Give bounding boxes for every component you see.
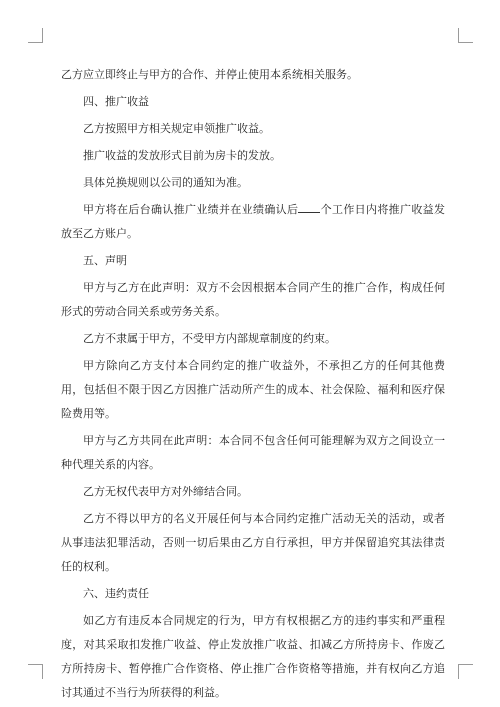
section-heading-promotion-income: 四、推广收益 — [83, 95, 149, 108]
paragraph: 甲方与乙方在此声明：双方不会因根据本合同产生的推广合作，构成任何形式的劳动合同关系或劳务关系。 — [61, 281, 445, 318]
paragraph: 推广收益的发放形式目前为房卡的发放。 — [83, 149, 281, 162]
paragraph: 甲方与乙方共同在此声明：本合同不包含任何可能理解为双方之间设立一种代理关系的内容。 — [61, 434, 445, 471]
section-heading-liability: 六、违约责任 — [83, 587, 149, 600]
crop-mark-bottom-left — [28, 664, 43, 679]
paragraph-with-blank — [61, 198, 445, 246]
paragraph: 具体兑换规则以公司的通知为准。 — [83, 176, 248, 189]
paragraph: 甲方除向乙方支付本合同约定的推广收益外，不承担乙方的任何其他费用，包括但不限于因乙方因推广活动所产生的成本、社会保险、福利和医疗保险费用等。 — [61, 359, 445, 420]
paragraph-text-before: 甲方将在后台确认推广业绩并在业绩确认后 — [83, 203, 299, 216]
paragraph: 乙方无权代表甲方对外缔结合同。 — [83, 485, 248, 498]
crop-mark-top-right — [458, 28, 473, 43]
crop-mark-bottom-right — [458, 664, 473, 679]
paragraph: 乙方按照甲方相关规定申领推广收益。 — [83, 122, 270, 135]
crop-mark-top-left — [28, 28, 43, 43]
paragraph-text-after: 个工作日内将推广收益发放至乙方账户。 — [61, 203, 446, 240]
document-body — [61, 63, 445, 705]
section-heading-declaration: 五、声明 — [83, 254, 127, 267]
fill-in-blank — [298, 202, 320, 213]
paragraph: 乙方不隶属于甲方，不受甲方内部规章制度的约束。 — [83, 332, 336, 345]
paragraph: 如乙方有违反本合同规定的行为，甲方有权根据乙方的违约事实和严重程度，对其采取扣发推广收益、停止发放推广收益、扣减乙方所持房卡、作废乙方所持房卡、暂停推广合作资格、停止推广合作资格等措施，并有权向乙方追讨其通过不当行为所获得的利益。 — [61, 614, 445, 699]
paragraph: 乙方不得以甲方的名义开展任何与本合同约定推广活动无关的活动，或者从事违法犯罪活动，否则一切后果由乙方自行承担，甲方并保留追究其法律责任的权利。 — [61, 512, 445, 573]
paragraph: 乙方应立即终止与甲方的合作、并停止使用本系统相关服务。 — [61, 68, 358, 81]
